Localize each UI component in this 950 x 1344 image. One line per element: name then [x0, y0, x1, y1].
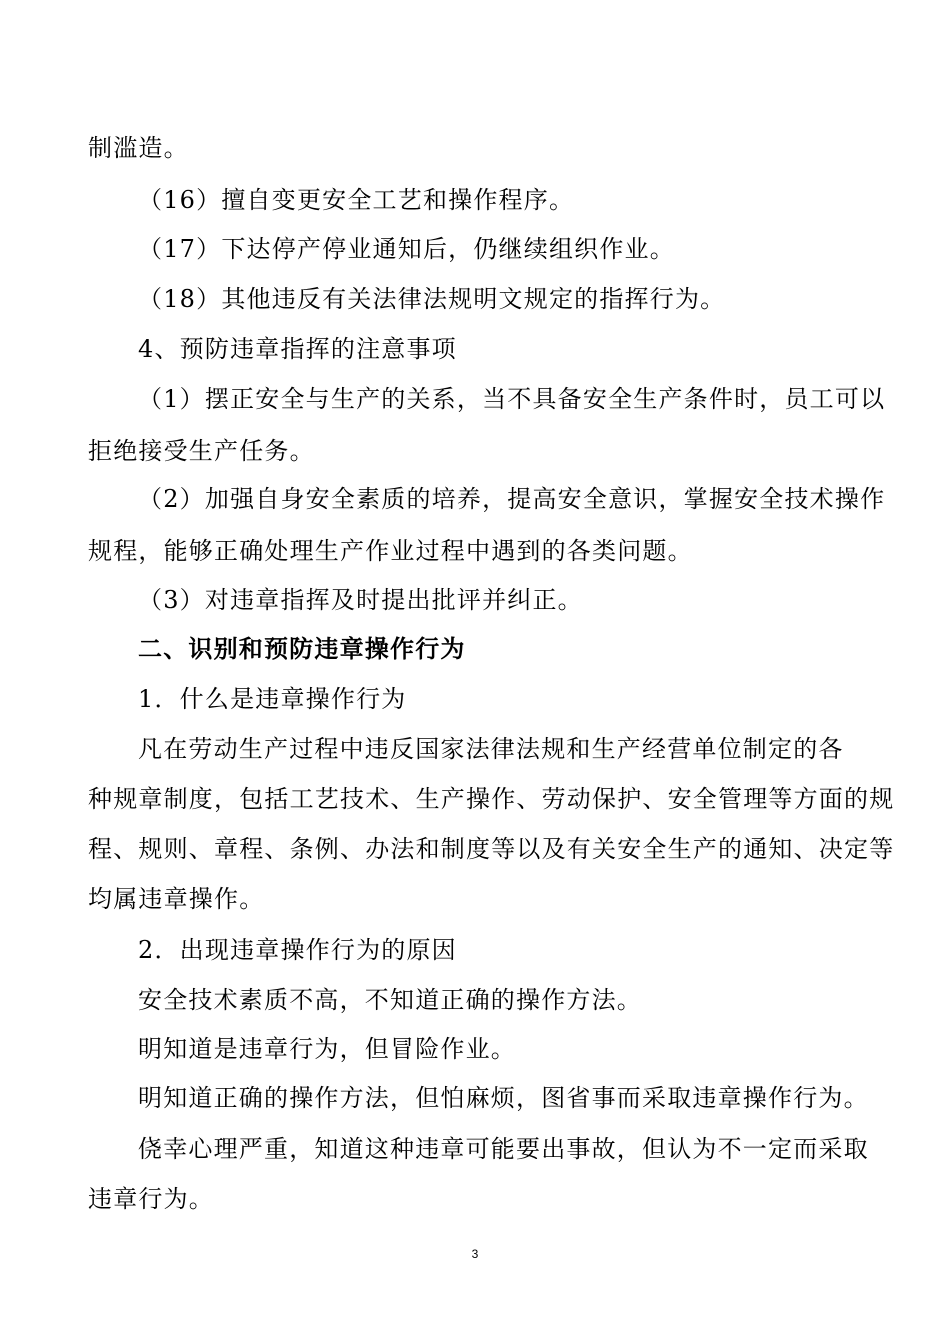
text-line: （3）对违章指挥及时提出批评并纠正。: [138, 586, 583, 614]
chapter-heading: 二、识别和预防违章操作行为: [138, 635, 466, 663]
section-heading: 2．出现违章操作行为的原因: [138, 936, 457, 964]
text-line: （1）摆正安全与生产的关系，当不具备安全生产条件时，员工可以: [138, 385, 886, 413]
text-line: 制滥造。: [88, 134, 189, 162]
text-line: （17）下达停产停业通知后，仍继续组织作业。: [138, 235, 675, 263]
text-line: 程、规则、章程、条例、办法和制度等以及有关安全生产的通知、决定等: [88, 835, 895, 863]
text-line: （16）擅自变更安全工艺和操作程序。: [138, 186, 575, 214]
text-line: 拒绝接受生产任务。: [88, 437, 315, 465]
text-line: 均属违章操作。: [88, 885, 265, 913]
page-number: 3: [471, 1247, 479, 1261]
text-line: 违章行为。: [88, 1185, 214, 1213]
text-line: 侥幸心理严重，知道这种违章可能要出事故，但认为不一定而采取: [138, 1135, 869, 1163]
text-line: （2）加强自身安全素质的培养，提高安全意识，掌握安全技术操作: [138, 485, 886, 513]
section-heading: 4、预防违章指挥的注意事项: [138, 335, 457, 363]
section-heading: 1．什么是违章操作行为: [138, 685, 407, 713]
text-line: 安全技术素质不高，不知道正确的操作方法。: [138, 986, 642, 1014]
text-line: （18）其他违反有关法律法规明文规定的指挥行为。: [138, 285, 726, 313]
text-line: 明知道正确的操作方法，但怕麻烦，图省事而采取违章操作行为。: [138, 1084, 869, 1112]
text-line: 种规章制度，包括工艺技术、生产操作、劳动保护、安全管理等方面的规: [88, 785, 895, 813]
text-line: 明知道是违章行为，但冒险作业。: [138, 1035, 516, 1063]
text-line: 规程，能够正确处理生产作业过程中遇到的各类问题。: [88, 537, 693, 565]
text-line: 凡在劳动生产过程中违反国家法律法规和生产经营单位制定的各: [138, 735, 844, 763]
